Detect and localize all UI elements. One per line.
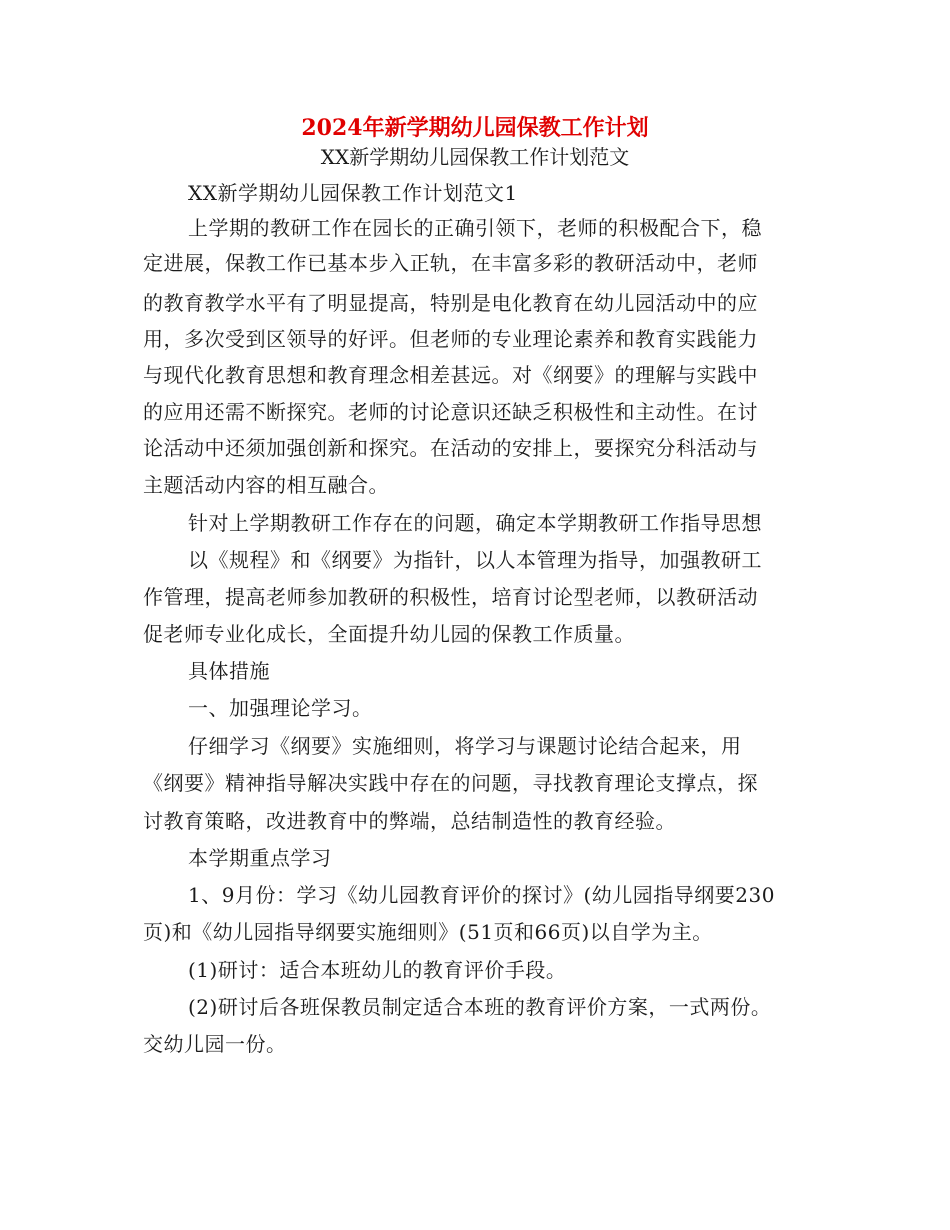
section-heading: 具体措施 xyxy=(188,659,270,683)
paragraph-line: 与现代化教育思想和教育理念相差甚远。对《纲要》的理解与实践中 xyxy=(143,363,758,387)
paragraph-line: 交幼儿园一份。 xyxy=(143,1032,287,1056)
paragraph-line: 页)和《幼儿园指导纲要实施细则》(51页和66页)以自学为主。 xyxy=(143,920,713,944)
paragraph-line: (1)研讨：适合本班幼儿的教育评价手段。 xyxy=(188,958,567,982)
section-heading: 本学期重点学习 xyxy=(188,846,332,870)
document-subtitle: XX新学期幼儿园保教工作计划范文 xyxy=(320,145,630,169)
paragraph-line: 1、9月份：学习《幼儿园教育评价的探讨》(幼儿园指导纲要230 xyxy=(188,883,775,907)
section-heading: 一、加强理论学习。 xyxy=(188,696,373,720)
paragraph-line: 作管理，提高老师参加教研的积极性，培育讨论型老师，以教研活动 xyxy=(143,585,758,609)
paragraph-line: 定进展，保教工作已基本步入正轨，在丰富多彩的教研活动中，老师 xyxy=(143,251,758,275)
section-heading: XX新学期幼儿园保教工作计划范文1 xyxy=(188,181,518,205)
paragraph-line: 促老师专业化成长，全面提升幼儿园的保教工作质量。 xyxy=(143,622,635,646)
paragraph-line: 仔细学习《纲要》实施细则，将学习与课题讨论结合起来，用 xyxy=(188,734,742,758)
paragraph-line: 上学期的教研工作在园长的正确引领下，老师的积极配合下，稳 xyxy=(188,216,762,240)
paragraph-line: 的应用还需不断探究。老师的讨论意识还缺乏积极性和主动性。在讨 xyxy=(143,400,758,424)
paragraph-line: (2)研讨后各班保教员制定适合本班的教育评价方案，一式两份。 xyxy=(188,995,772,1019)
paragraph-line: 用，多次受到区领导的好评。但老师的专业理论素养和教育实践能力 xyxy=(143,327,758,351)
paragraph-line: 《纲要》精神指导解决实践中存在的问题，寻找教育理论支撑点，探 xyxy=(143,771,758,795)
paragraph-line: 针对上学期教研工作存在的问题，确定本学期教研工作指导思想 xyxy=(188,511,762,535)
paragraph-line: 论活动中还须加强创新和探究。在活动的安排上，要探究分科活动与 xyxy=(143,436,758,460)
paragraph-line: 以《规程》和《纲要》为指针，以人本管理为指导，加强教研工 xyxy=(188,548,762,572)
document-title: 2024年新学期幼儿园保教工作计划 xyxy=(301,115,649,141)
paragraph-line: 主题活动内容的相互融合。 xyxy=(143,473,389,497)
paragraph-line: 的教育教学水平有了明显提高，特别是电化教育在幼儿园活动中的应 xyxy=(143,291,758,315)
paragraph-line: 讨教育策略，改进教育中的弊端，总结制造性的教育经验。 xyxy=(143,809,676,833)
